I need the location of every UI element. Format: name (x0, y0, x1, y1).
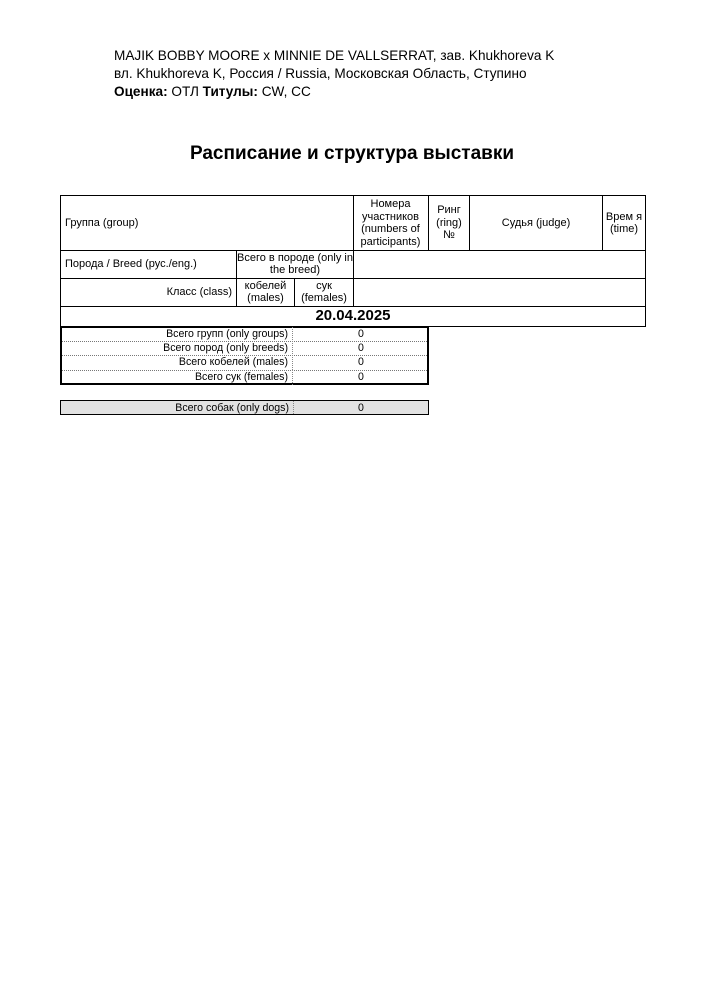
entry-line-grade (114, 83, 554, 101)
summary-row-breeds (60, 341, 429, 356)
titles-label: Титулы: (202, 84, 258, 99)
summary-value: 0 (358, 356, 364, 368)
header-participants: Номера участников (numbers of participants) (353, 195, 429, 251)
header-females: сук (females) (294, 278, 354, 307)
header-group: Группа (group) (60, 195, 354, 251)
summary-label: Всего сук (females) (60, 370, 293, 385)
schedule-date: 20.04.2025 (60, 306, 646, 327)
summary-row-females (60, 370, 429, 385)
header-breed: Порода / Breed (рус./eng.) (60, 250, 237, 279)
summary-row-dogs (60, 400, 429, 415)
summary-row-groups (60, 327, 429, 342)
grade-label: Оценка: (114, 84, 168, 99)
entry-line-pedigree: MAJIK BOBBY MOORE x MINNIE DE VALLSERRAT, зав. Khukhoreva K (114, 48, 555, 63)
summary-label: Всего собак (only dogs) (61, 401, 294, 414)
summary-label: Всего групп (only groups) (60, 327, 293, 342)
header-row3-empty (353, 278, 646, 307)
dog-entry-info (114, 47, 554, 101)
entry-line-owner: вл. Khukhoreva K, Россия / Russia, Московская Область, Ступино (114, 66, 527, 81)
grade-value: ОТЛ (171, 84, 199, 99)
header-judge: Судья (judge) (469, 195, 603, 251)
header-males: кобелей (males) (236, 278, 295, 307)
summary-value: 0 (358, 342, 364, 354)
header-ring: Ринг (ring) № (428, 195, 470, 251)
summary-label: Всего пород (only breeds) (60, 341, 293, 356)
summary-value: 0 (358, 371, 364, 383)
header-class: Класс (class) (60, 278, 237, 307)
header-time: Врем я (time) (602, 195, 646, 251)
header-total-in-breed: Всего в породе (only in the breed) (236, 250, 354, 279)
summary-label: Всего кобелей (males) (60, 355, 293, 370)
header-row2-empty (353, 250, 646, 279)
titles-value: CW, CC (261, 84, 311, 99)
summary-value: 0 (358, 402, 364, 414)
page-title: Расписание и структура выставки (189, 143, 515, 164)
summary-row-males (60, 355, 429, 370)
summary-value: 0 (358, 328, 364, 340)
